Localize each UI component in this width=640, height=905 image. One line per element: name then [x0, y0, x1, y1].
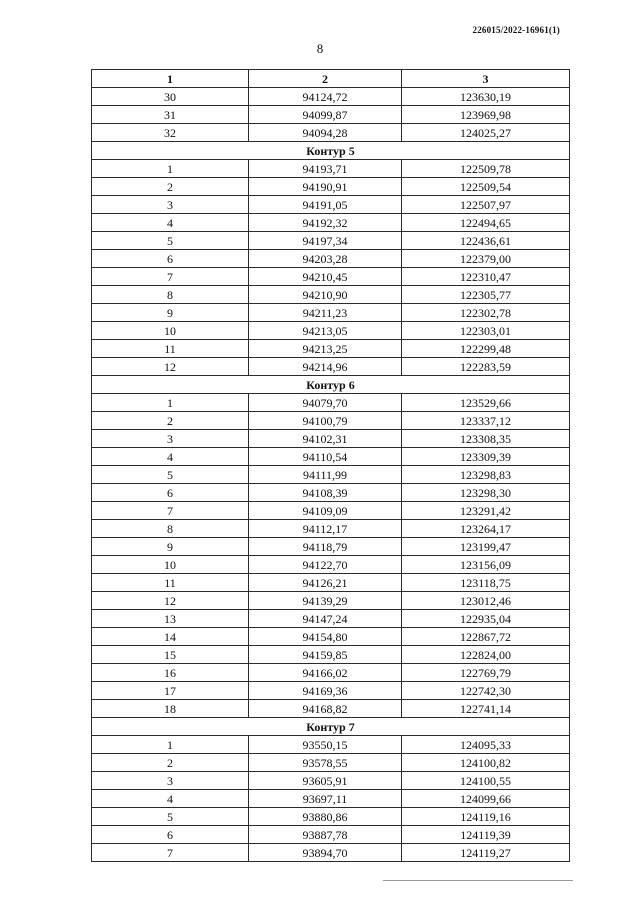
coordinate-y-cell: 124119,39	[402, 826, 570, 844]
table-row	[92, 304, 570, 322]
table-row	[92, 574, 570, 592]
coordinate-x-cell: 94211,23	[249, 304, 402, 322]
coordinate-y-cell: 124119,27	[402, 844, 570, 862]
coordinate-y-cell: 123630,19	[402, 88, 570, 106]
coordinate-y-cell: 123118,75	[402, 574, 570, 592]
coordinate-y-cell: 124119,16	[402, 808, 570, 826]
table-row	[92, 682, 570, 700]
point-number-cell: 5	[92, 466, 249, 484]
document-id: 226015/2022-16961(1)	[472, 25, 560, 35]
coordinate-x-cell: 94079,70	[249, 394, 402, 412]
table-row	[92, 412, 570, 430]
coordinate-y-cell: 122509,78	[402, 160, 570, 178]
coordinate-x-cell: 94139,29	[249, 592, 402, 610]
table-row	[92, 646, 570, 664]
coordinate-x-cell: 94203,28	[249, 250, 402, 268]
coordinate-y-cell: 123309,39	[402, 448, 570, 466]
point-number-cell: 17	[92, 682, 249, 700]
table-row	[92, 430, 570, 448]
coordinate-y-cell: 122310,47	[402, 268, 570, 286]
point-number-cell: 7	[92, 844, 249, 862]
table-row	[92, 286, 570, 304]
point-number-cell: 12	[92, 358, 249, 376]
coordinate-y-cell: 122303,01	[402, 322, 570, 340]
coordinate-y-cell: 123156,09	[402, 556, 570, 574]
table-row	[92, 700, 570, 718]
coordinate-x-cell: 93887,78	[249, 826, 402, 844]
point-number-cell: 9	[92, 304, 249, 322]
coordinate-y-cell: 122436,61	[402, 232, 570, 250]
point-number-cell: 9	[92, 538, 249, 556]
table-row	[92, 466, 570, 484]
coordinate-x-cell: 94193,71	[249, 160, 402, 178]
coordinate-x-cell: 94213,25	[249, 340, 402, 358]
point-number-cell: 6	[92, 826, 249, 844]
point-number-cell: 31	[92, 106, 249, 124]
table-row	[92, 736, 570, 754]
coordinate-x-cell: 94192,32	[249, 214, 402, 232]
table-row	[92, 448, 570, 466]
coordinate-x-cell: 94126,21	[249, 574, 402, 592]
coordinate-x-cell: 94191,05	[249, 196, 402, 214]
coordinate-x-cell: 94159,85	[249, 646, 402, 664]
table-row	[92, 772, 570, 790]
coordinate-y-cell: 123298,30	[402, 484, 570, 502]
coordinate-y-cell: 122299,48	[402, 340, 570, 358]
coordinate-x-cell: 93697,11	[249, 790, 402, 808]
coordinate-x-cell: 94122,70	[249, 556, 402, 574]
coordinate-y-cell: 124095,33	[402, 736, 570, 754]
table-row	[92, 790, 570, 808]
point-number-cell: 3	[92, 196, 249, 214]
table-row	[92, 340, 570, 358]
point-number-cell: 6	[92, 250, 249, 268]
point-number-cell: 1	[92, 736, 249, 754]
coordinate-x-cell: 94210,45	[249, 268, 402, 286]
coordinate-x-cell: 94112,17	[249, 520, 402, 538]
point-number-cell: 1	[92, 394, 249, 412]
coordinate-y-cell: 123291,42	[402, 502, 570, 520]
coordinate-x-cell: 94190,91	[249, 178, 402, 196]
point-number-cell: 10	[92, 322, 249, 340]
coordinate-x-cell: 94168,82	[249, 700, 402, 718]
coordinate-x-cell: 93880,86	[249, 808, 402, 826]
coordinate-x-cell: 93894,70	[249, 844, 402, 862]
point-number-cell: 11	[92, 340, 249, 358]
point-number-cell: 15	[92, 646, 249, 664]
point-number-cell: 8	[92, 520, 249, 538]
point-number-cell: 4	[92, 448, 249, 466]
table-row	[92, 520, 570, 538]
table-row	[92, 484, 570, 502]
table-row	[92, 826, 570, 844]
coordinate-x-cell: 93550,15	[249, 736, 402, 754]
column-header-1: 1	[92, 70, 249, 88]
coordinate-x-cell: 94197,34	[249, 232, 402, 250]
section-title: Контур 6	[92, 376, 570, 394]
coordinates-table	[91, 69, 570, 862]
table-row	[92, 232, 570, 250]
coordinate-x-cell: 94094,28	[249, 124, 402, 142]
footer-divider	[383, 880, 573, 881]
coordinate-x-cell: 94213,05	[249, 322, 402, 340]
point-number-cell: 30	[92, 88, 249, 106]
table-row	[92, 754, 570, 772]
column-header-2: 2	[249, 70, 402, 88]
table-row	[92, 844, 570, 862]
column-header-3: 3	[402, 70, 570, 88]
point-number-cell: 7	[92, 268, 249, 286]
coordinate-y-cell: 122507,97	[402, 196, 570, 214]
section-header-row	[92, 142, 570, 160]
coordinate-x-cell: 94154,80	[249, 628, 402, 646]
coordinate-x-cell: 93578,55	[249, 754, 402, 772]
coordinate-y-cell: 122379,00	[402, 250, 570, 268]
table-row	[92, 502, 570, 520]
point-number-cell: 3	[92, 430, 249, 448]
coordinate-y-cell: 122867,72	[402, 628, 570, 646]
coordinate-y-cell: 122935,04	[402, 610, 570, 628]
table-row	[92, 214, 570, 232]
coordinate-y-cell: 123199,47	[402, 538, 570, 556]
point-number-cell: 6	[92, 484, 249, 502]
point-number-cell: 11	[92, 574, 249, 592]
table-row	[92, 592, 570, 610]
coordinate-y-cell: 124100,82	[402, 754, 570, 772]
table-row	[92, 556, 570, 574]
table-row	[92, 538, 570, 556]
table-row	[92, 178, 570, 196]
table-body	[92, 88, 570, 862]
coordinate-y-cell: 124099,66	[402, 790, 570, 808]
coordinate-x-cell: 94147,24	[249, 610, 402, 628]
coordinate-x-cell: 94099,87	[249, 106, 402, 124]
point-number-cell: 4	[92, 790, 249, 808]
coordinate-x-cell: 93605,91	[249, 772, 402, 790]
table-row	[92, 196, 570, 214]
coordinate-y-cell: 122283,59	[402, 358, 570, 376]
coordinate-y-cell: 123012,46	[402, 592, 570, 610]
coordinate-x-cell: 94109,09	[249, 502, 402, 520]
coordinate-y-cell: 123337,12	[402, 412, 570, 430]
coordinate-x-cell: 94210,90	[249, 286, 402, 304]
table-row	[92, 88, 570, 106]
point-number-cell: 1	[92, 160, 249, 178]
coordinate-x-cell: 94214,96	[249, 358, 402, 376]
coordinate-y-cell: 122742,30	[402, 682, 570, 700]
coordinate-y-cell: 123529,66	[402, 394, 570, 412]
point-number-cell: 13	[92, 610, 249, 628]
coordinate-x-cell: 94102,31	[249, 430, 402, 448]
coordinate-y-cell: 122494,65	[402, 214, 570, 232]
coordinate-y-cell: 122302,78	[402, 304, 570, 322]
table-row	[92, 628, 570, 646]
point-number-cell: 2	[92, 412, 249, 430]
coordinate-y-cell: 124100,55	[402, 772, 570, 790]
point-number-cell: 7	[92, 502, 249, 520]
coordinate-x-cell: 94124,72	[249, 88, 402, 106]
section-title: Контур 7	[92, 718, 570, 736]
point-number-cell: 8	[92, 286, 249, 304]
table-row	[92, 610, 570, 628]
table-row	[92, 394, 570, 412]
coordinate-y-cell: 122741,14	[402, 700, 570, 718]
table-header-row	[92, 70, 570, 88]
coordinate-y-cell: 122509,54	[402, 178, 570, 196]
point-number-cell: 5	[92, 808, 249, 826]
coordinate-y-cell: 123969,98	[402, 106, 570, 124]
point-number-cell: 3	[92, 772, 249, 790]
point-number-cell: 32	[92, 124, 249, 142]
table-row	[92, 160, 570, 178]
coordinate-x-cell: 94169,36	[249, 682, 402, 700]
coordinate-y-cell: 123308,35	[402, 430, 570, 448]
section-title: Контур 5	[92, 142, 570, 160]
table-row	[92, 124, 570, 142]
point-number-cell: 2	[92, 754, 249, 772]
coordinate-y-cell: 122305,77	[402, 286, 570, 304]
point-number-cell: 18	[92, 700, 249, 718]
coordinate-y-cell: 122769,79	[402, 664, 570, 682]
table-row	[92, 322, 570, 340]
table-row	[92, 250, 570, 268]
coordinate-y-cell: 124025,27	[402, 124, 570, 142]
point-number-cell: 5	[92, 232, 249, 250]
point-number-cell: 16	[92, 664, 249, 682]
coordinate-y-cell: 123264,17	[402, 520, 570, 538]
section-header-row	[92, 376, 570, 394]
coordinate-x-cell: 94111,99	[249, 466, 402, 484]
point-number-cell: 12	[92, 592, 249, 610]
point-number-cell: 14	[92, 628, 249, 646]
point-number-cell: 10	[92, 556, 249, 574]
table-row	[92, 106, 570, 124]
coordinate-y-cell: 122824,00	[402, 646, 570, 664]
coordinate-x-cell: 94108,39	[249, 484, 402, 502]
table-row	[92, 664, 570, 682]
table-row	[92, 808, 570, 826]
point-number-cell: 2	[92, 178, 249, 196]
coordinate-x-cell: 94110,54	[249, 448, 402, 466]
coordinate-y-cell: 123298,83	[402, 466, 570, 484]
table-row	[92, 268, 570, 286]
coordinate-x-cell: 94118,79	[249, 538, 402, 556]
point-number-cell: 4	[92, 214, 249, 232]
coordinate-x-cell: 94166,02	[249, 664, 402, 682]
section-header-row	[92, 718, 570, 736]
page-number: 8	[316, 41, 324, 56]
coordinate-x-cell: 94100,79	[249, 412, 402, 430]
table-row	[92, 358, 570, 376]
